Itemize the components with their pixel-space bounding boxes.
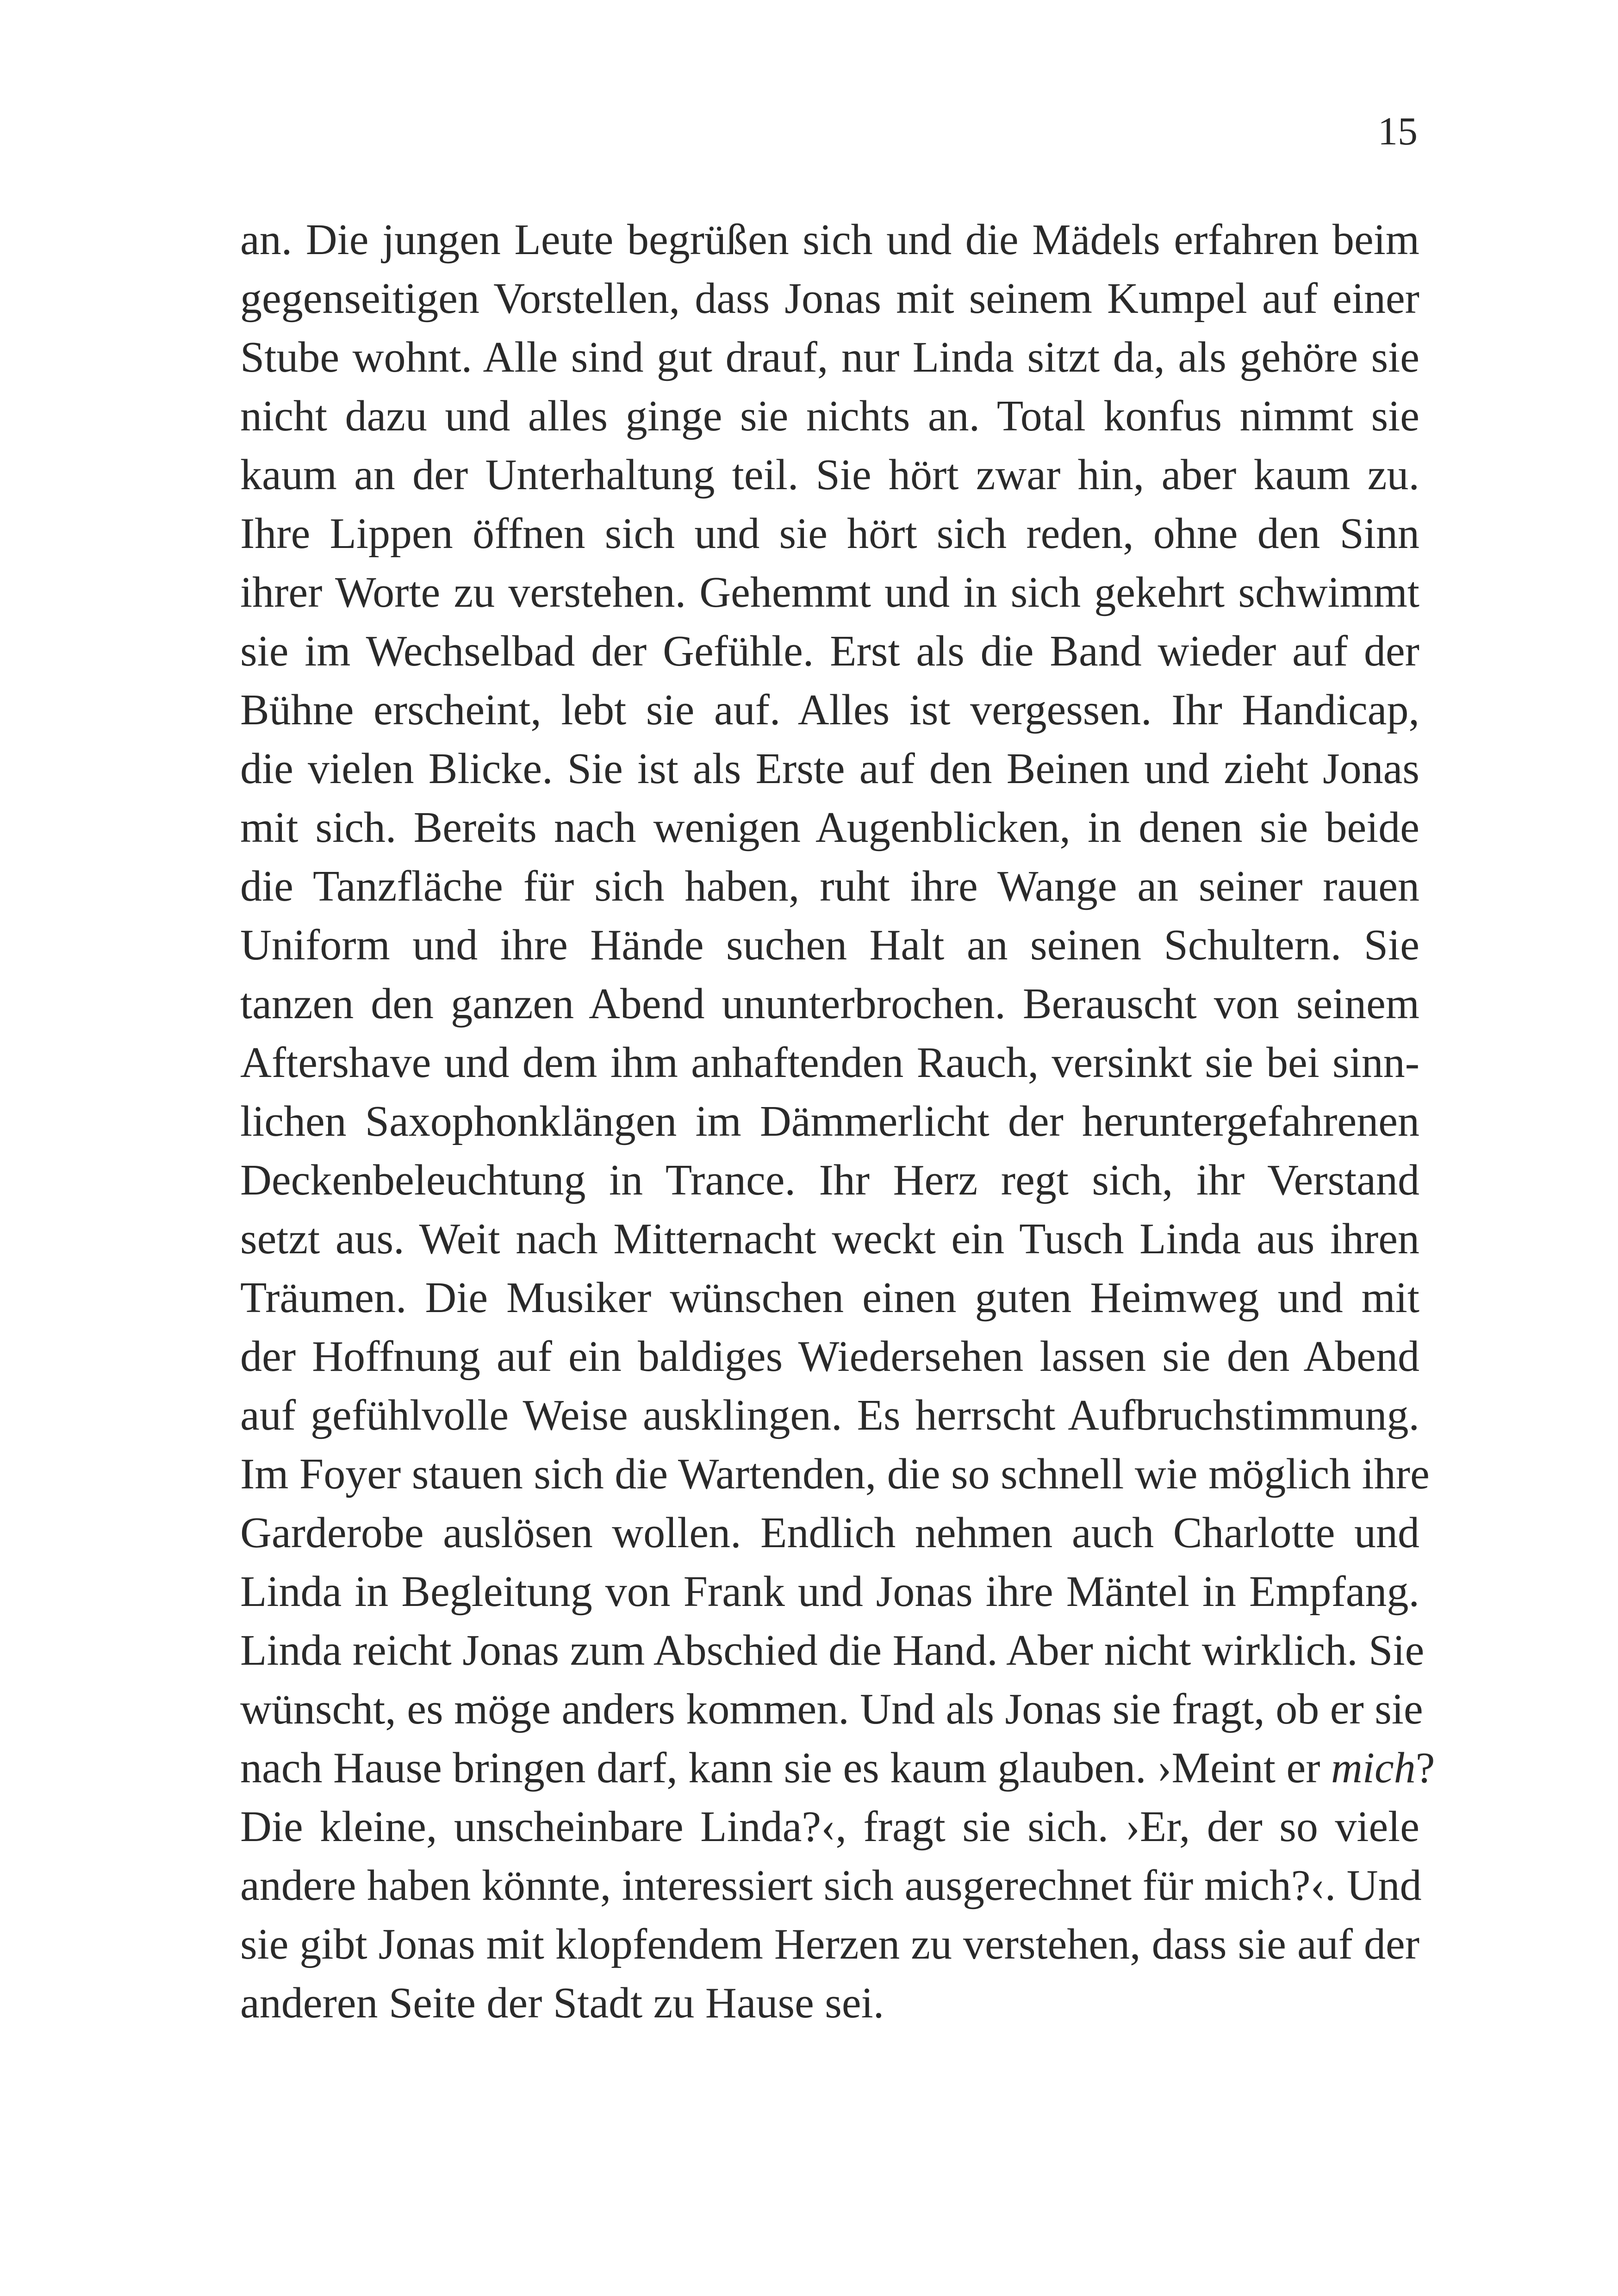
text-line: kaum an der Unterhaltung teil. Sie hört zwar hin, aber kaum zu. [240, 451, 1419, 499]
text-segment: ? [1415, 1744, 1435, 1792]
text-line: der Hoffnung auf ein baldiges Wiedersehen lassen sie den Abend [240, 1332, 1419, 1381]
body-text [240, 211, 1435, 2033]
text-line: Bühne erscheint, lebt sie auf. Alles ist vergessen. Ihr Handicap, [240, 686, 1419, 734]
text-line: die Tanzfläche für sich haben, ruht ihre Wange an seiner rauen [240, 862, 1419, 910]
text-segment: nach Hause bringen darf, kann sie es kaum glauben. ›Meint er [240, 1744, 1332, 1792]
text-line: sie gibt Jonas mit klopfendem Herzen zu verstehen, dass sie auf der [240, 1920, 1419, 1968]
text-line: sie im Wechselbad der Gefühle. Erst als die Band wieder auf der [240, 627, 1419, 675]
text-line: lichen Saxophonklängen im Dämmerlicht der heruntergefahrenen [240, 1097, 1419, 1145]
text-line: Uniform und ihre Hände suchen Halt an seinen Schultern. Sie [240, 921, 1419, 969]
text-line: Im Foyer stauen sich die Wartenden, die so schnell wie möglich ihre [240, 1450, 1430, 1498]
text-line-with-emphasis [240, 1739, 1435, 1798]
text-line: andere haben könnte, interessiert sich ausgerechnet für mich?‹. Und [240, 1861, 1422, 1910]
text-line: die vielen Blicke. Sie ist als Erste auf den Beinen und zieht Jonas [240, 745, 1419, 793]
text-line: ihrer Worte zu verstehen. Gehemmt und in sich gekehrt schwimmt [240, 568, 1419, 616]
text-line: gegenseitigen Vorstellen, dass Jonas mit seinem Kumpel auf einer [240, 274, 1419, 323]
text-line: setzt aus. Weit nach Mitternacht weckt ein Tusch Linda aus ihren [240, 1215, 1419, 1263]
text-line: mit sich. Bereits nach wenigen Augenblicken, in denen sie beide [240, 803, 1419, 852]
text-line: Garderobe auslösen wollen. Endlich nehmen auch Charlotte und [240, 1509, 1419, 1557]
text-line: Linda in Begleitung von Frank und Jonas ihre Mäntel in Empfang. [240, 1568, 1419, 1616]
text-line: Die kleine, unscheinbare Linda?‹, fragt sie sich. ›Er, der so viele [240, 1803, 1419, 1851]
text-line: wünscht, es möge anders kommen. Und als Jonas sie fragt, ob er sie [240, 1685, 1423, 1733]
text-line: Stube wohnt. Alle sind gut drauf, nur Linda sitzt da, als gehöre sie [240, 333, 1419, 381]
text-line: Deckenbeleuchtung in Trance. Ihr Herz regt sich, ihr Verstand [240, 1156, 1419, 1204]
text-line: nicht dazu und alles ginge sie nichts an. Total konfus nimmt sie [240, 392, 1419, 440]
text-line: Träumen. Die Musiker wünschen einen guten Heimweg und mit [240, 1274, 1419, 1322]
page-number: 15 [1378, 109, 1418, 153]
text-line: tanzen den ganzen Abend ununterbrochen. Berauscht von seinem [240, 980, 1419, 1028]
text-line: Linda reicht Jonas zum Abschied die Hand. Aber nicht wirklich. Sie [240, 1626, 1425, 1674]
text-line-last: anderen Seite der Stadt zu Hause sei. [240, 1979, 884, 2027]
text-line: auf gefühlvolle Weise ausklingen. Es herrscht Aufbruchstimmung. [240, 1391, 1419, 1439]
emphasized-word: mich [1331, 1744, 1416, 1792]
text-line: Ihre Lippen öffnen sich und sie hört sich reden, ohne den Sinn [240, 510, 1419, 558]
text-line: an. Die jungen Leute begrüßen sich und die Mädels erfahren beim [240, 216, 1419, 264]
text-line: Aftershave und dem ihm anhaftenden Rauch, versinkt sie bei sinn- [240, 1039, 1419, 1087]
